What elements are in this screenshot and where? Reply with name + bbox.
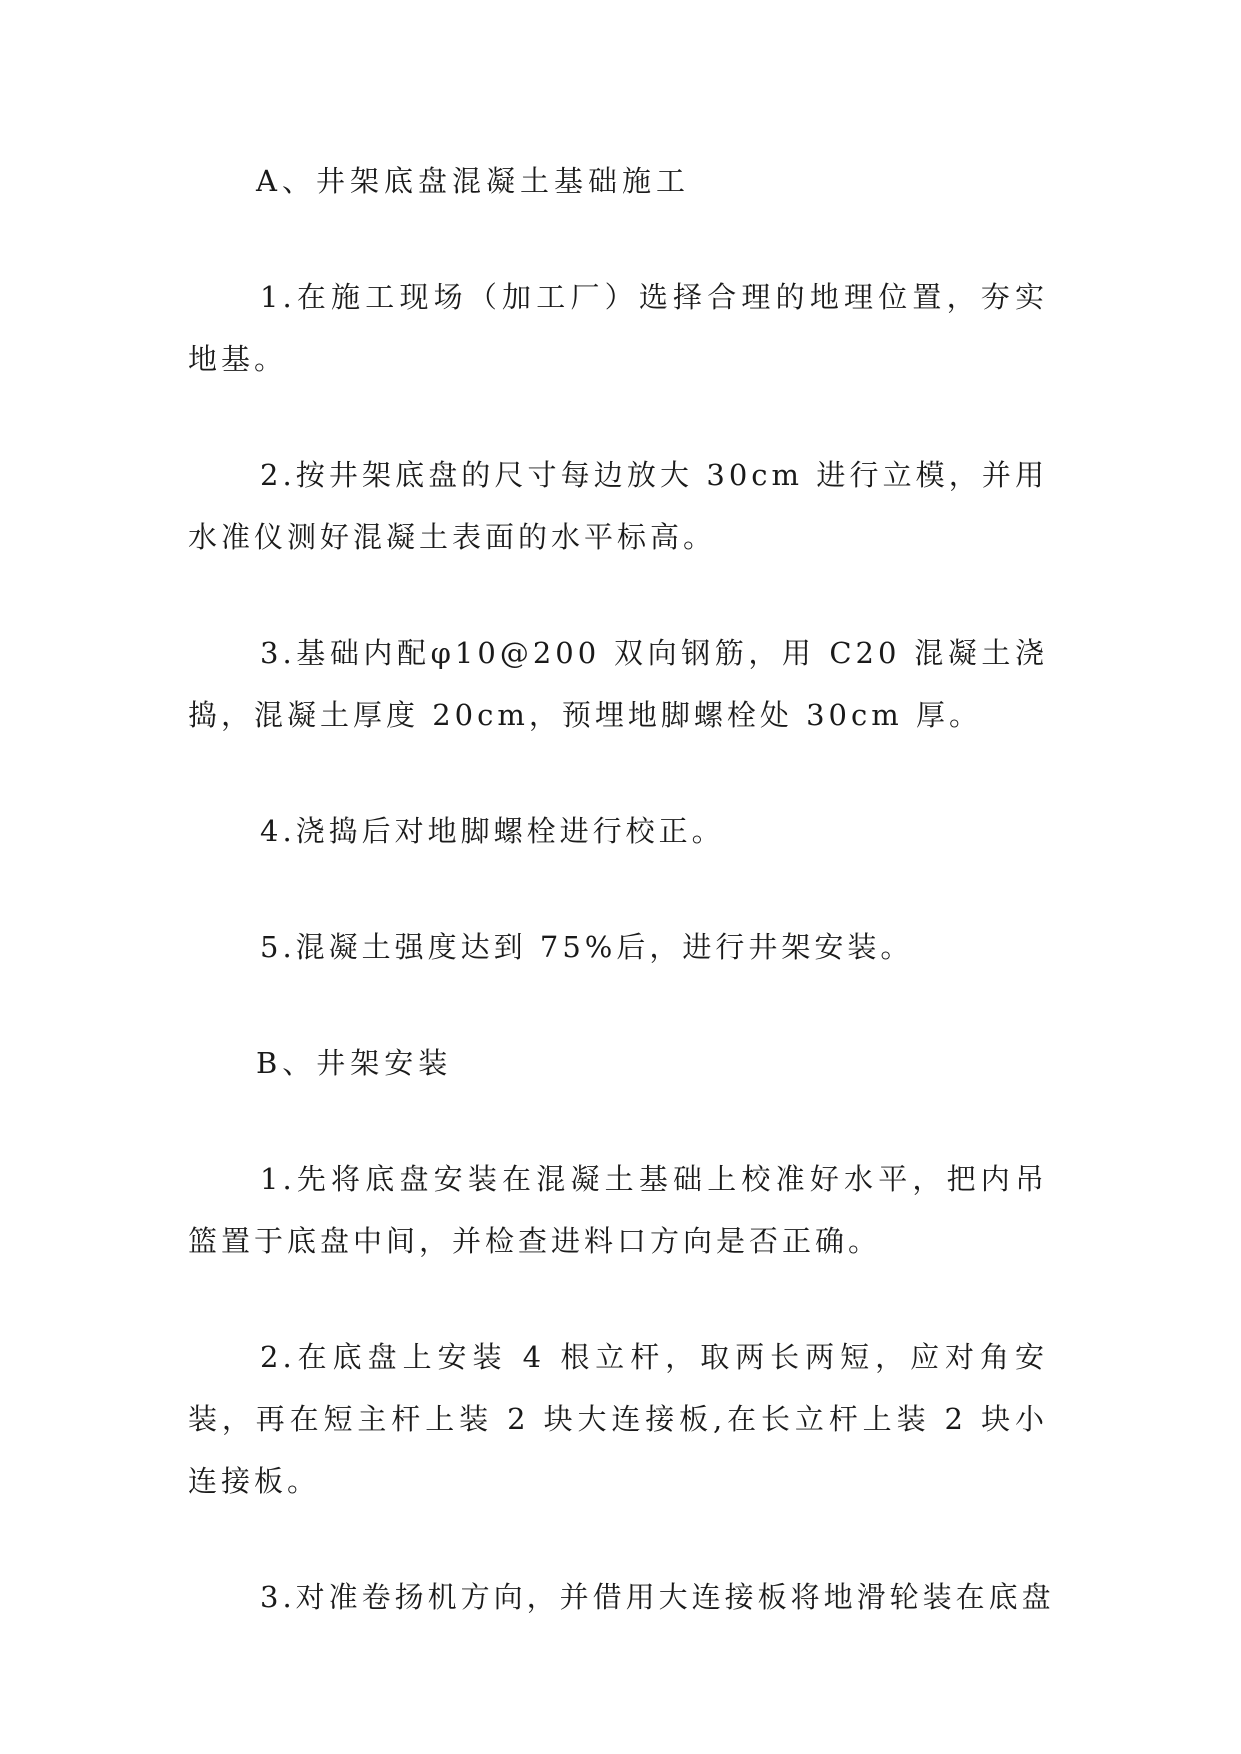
document-body <box>188 150 1055 1682</box>
section-b-item-2: 2.在底盘上安装 4 根立杆，取两长两短，应对角安装，再在短主杆上装 2 块大连接板,在长立杆上装 2 块小连接板。 <box>188 1340 1048 1498</box>
section-b-item-3: 3.对准卷扬机方向，并借用大连接板将地滑轮装在底盘 <box>260 1580 1055 1614</box>
section-a-item-5: 5.混凝土强度达到 75%后，进行井架安装。 <box>260 930 914 964</box>
section-a-item-3: 3.基础内配φ10@200 双向钢筋，用 C20 混凝土浇捣，混凝土厚度 20cm，预埋地脚螺栓处 30cm 厚。 <box>188 636 1048 732</box>
section-a-item-2: 2.按井架底盘的尺寸每边放大 30cm 进行立模，并用水准仪测好混凝土表面的水平标高。 <box>188 458 1048 554</box>
section-b-item-1: 1.先将底盘安装在混凝土基础上校准好水平，把内吊篮置于底盘中间，并检查进料口方向是否正确。 <box>188 1162 1048 1258</box>
section-a-item-4: 4.浇捣后对地脚螺栓进行校正。 <box>260 814 725 848</box>
section-b-heading: B、井架安装 <box>256 1046 453 1080</box>
section-a-item-1: 1.在施工现场（加工厂）选择合理的地理位置，夯实地基。 <box>188 280 1048 376</box>
section-a-heading: A、井架底盘混凝土基础施工 <box>256 164 690 198</box>
